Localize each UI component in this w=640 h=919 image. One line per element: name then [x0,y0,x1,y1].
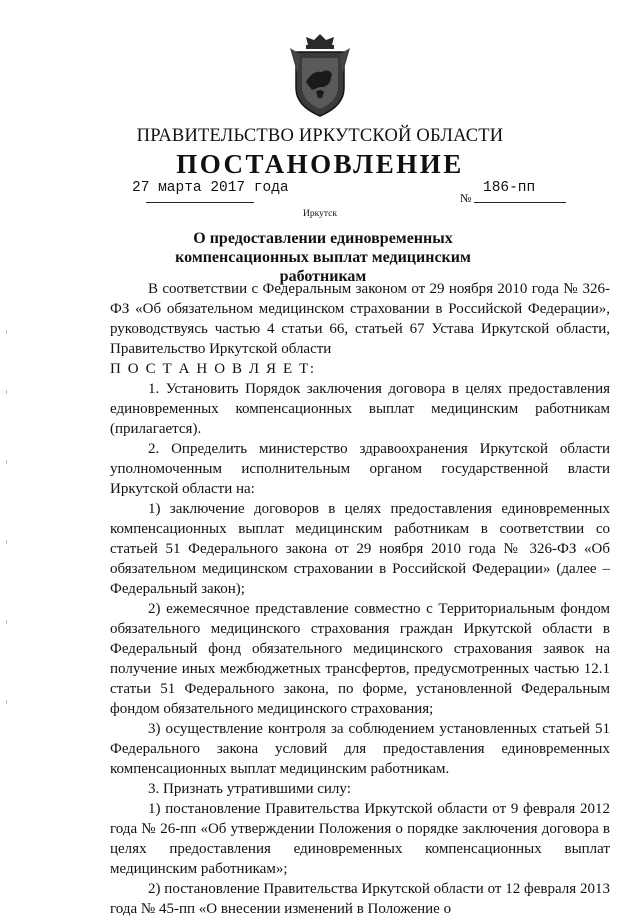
decree-word: П О С Т А Н О В Л Я Е Т: [110,361,316,377]
sub-item-paragraph: 2) постановление Правительства Иркутской области от 12 февраля 2013 года № 45-пп «О внесении изменений в Положение о [110,881,610,917]
government-name: ПРАВИТЕЛЬСТВО ИРКУТСКОЙ ОБЛАСТИ [136,126,504,146]
item-paragraph: 1. Установить Порядок заключения договора в целях предоставления единовременных компенсационных выплат медицинским работникам (прилагается). [110,381,610,437]
document-number: 186-пп [483,180,536,196]
item-paragraph: 3. Признать утратившими силу: [148,781,351,797]
sub-item-paragraph: 1) заключение договоров в целях предоставления единовременных компенсационных выплат медицинским работникам в соответствии со статьей 51 Федерального закона от 29 ноября 2010 года № 326-ФЗ «Об обязательном медицинском страховании в Российской Федерации» (далее – Федеральный закон); [110,501,610,597]
document-title: О предоставлении единовременных компенсационных выплат медицинским работникам [175,230,471,285]
number-underline [474,202,566,203]
document-type: ПОСТАНОВЛЕНИЕ [176,149,464,179]
coat-of-arms-icon [286,32,354,118]
number-sign: № [460,191,472,205]
sub-item-paragraph: 2) ежемесячное представление совместно с Территориальным фондом обязательного медицинского страхования граждан Иркутской области в Федеральный фонд обязательного медицинского страхования заявок на получение иных межбюджетных трансфертов, предусмотренных частью 12.1 статьи 51 Федерального закона, по форме, установленной Федеральным фондом обязательного медицинского страхования; [110,601,610,717]
sub-item-paragraph: 1) постановление Правительства Иркутской области от 9 февраля 2012 года № 26-пп «Об утверждении Положения о порядке заключения договора в целях предоставления единовременных компенсационных выплат медицинским работникам»; [110,801,610,877]
sub-item-paragraph: 3) осуществление контроля за соблюдением установленных статьей 51 Федерального закона условий для предоставления единовременных компенсационных выплат медицинским работникам. [110,721,610,777]
document-date: 27 марта 2017 года [132,180,289,196]
city-name: Иркутск [303,209,337,219]
preamble-paragraph: В соответствии с Федеральным законом от 29 ноября 2010 года № 326-ФЗ «Об обязательном медицинском страховании в Российской Федерации», руководствуясь частью 4 статьи 66, статьей 67 Устава Иркутской области, Правительство Иркутской области [110,281,610,357]
date-underline [146,202,254,203]
item-paragraph: 2. Определить министерство здравоохранения Иркутской области уполномоченным исполнительным органом государственной власти Иркутской области на: [110,441,610,497]
document-body [110,279,610,919]
scan-margin-marks [6,330,9,710]
